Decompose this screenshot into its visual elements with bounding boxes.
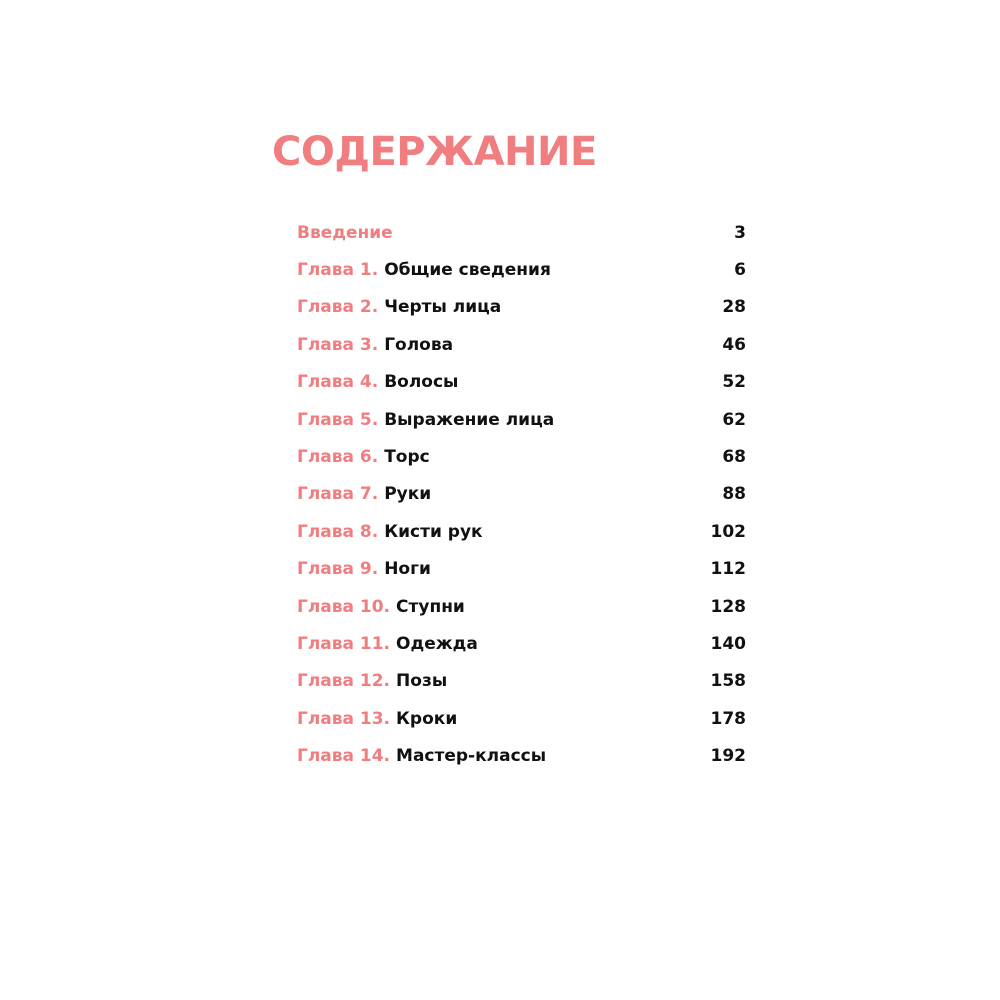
toc-entry[interactable] (297, 513, 746, 550)
toc-entry-label: Глава 14. (297, 746, 391, 767)
toc-entry-label: Глава 9. (297, 559, 379, 580)
toc-entry-page: 88 (722, 484, 746, 505)
toc-entry[interactable] (297, 737, 746, 774)
toc-entry[interactable] (297, 326, 746, 363)
toc-entry-title: Торс (384, 447, 430, 468)
toc-entry-page: 102 (710, 521, 746, 542)
toc-entry-page: 112 (710, 559, 746, 580)
toc-entry-label: Глава 3. (297, 334, 379, 355)
toc-entry-title: Общие сведения (384, 260, 551, 281)
toc-entry-title: Черты лица (384, 297, 502, 318)
toc-entry-page: 28 (722, 297, 746, 318)
toc-entry-title: Ноги (384, 559, 431, 580)
toc-entry-label: Введение (297, 222, 393, 243)
toc-entry-page: 158 (710, 671, 746, 692)
toc-entry-label: Глава 12. (297, 671, 391, 692)
toc-entry-page: 178 (710, 708, 746, 729)
toc-entry-page: 46 (722, 334, 746, 355)
toc-entry-page: 62 (722, 409, 746, 430)
toc-entry-title: Волосы (384, 372, 459, 393)
toc-entry[interactable] (297, 700, 746, 737)
toc-entry-page: 3 (734, 222, 746, 243)
toc-entry[interactable] (297, 214, 746, 251)
toc-entry-title: Позы (396, 671, 448, 692)
toc-entry-label: Глава 7. (297, 484, 379, 505)
toc-entry-title: Голова (384, 334, 454, 355)
toc-entry-label: Глава 10. (297, 596, 391, 617)
toc-entry-label: Глава 11. (297, 633, 391, 654)
toc-entry-title: Ступни (396, 596, 465, 617)
toc-entry[interactable] (297, 551, 746, 588)
toc-list (297, 214, 746, 775)
toc-entry[interactable] (297, 588, 746, 625)
toc-entry-label: Глава 1. (297, 260, 379, 281)
toc-entry-title: Мастер-классы (396, 746, 547, 767)
page-title: СОДЕРЖАНИЕ (272, 129, 597, 175)
toc-entry-page: 128 (710, 596, 746, 617)
toc-entry-title: Руки (384, 484, 432, 505)
toc-entry-page: 192 (710, 746, 746, 767)
toc-entry[interactable] (297, 476, 746, 513)
toc-entry-label: Глава 4. (297, 372, 379, 393)
toc-entry-title: Выражение лица (384, 409, 555, 430)
toc-entry-title: Кроки (396, 708, 458, 729)
toc-entry-page: 6 (734, 260, 746, 281)
toc-entry-title: Одежда (396, 633, 478, 654)
toc-entry-label: Глава 8. (297, 521, 379, 542)
toc-entry[interactable] (297, 289, 746, 326)
toc-entry-page: 52 (722, 372, 746, 393)
toc-entry[interactable] (297, 251, 746, 288)
toc-entry-label: Глава 5. (297, 409, 379, 430)
toc-entry[interactable] (297, 625, 746, 662)
toc-entry[interactable] (297, 364, 746, 401)
toc-entry-page: 140 (710, 633, 746, 654)
toc-entry-label: Глава 13. (297, 708, 391, 729)
toc-entry-page: 68 (722, 447, 746, 468)
toc-entry[interactable] (297, 663, 746, 700)
toc-entry[interactable] (297, 401, 746, 438)
toc-entry-label: Глава 2. (297, 297, 379, 318)
toc-entry-label: Глава 6. (297, 447, 379, 468)
toc-entry[interactable] (297, 438, 746, 475)
toc-entry-title: Кисти рук (384, 521, 483, 542)
